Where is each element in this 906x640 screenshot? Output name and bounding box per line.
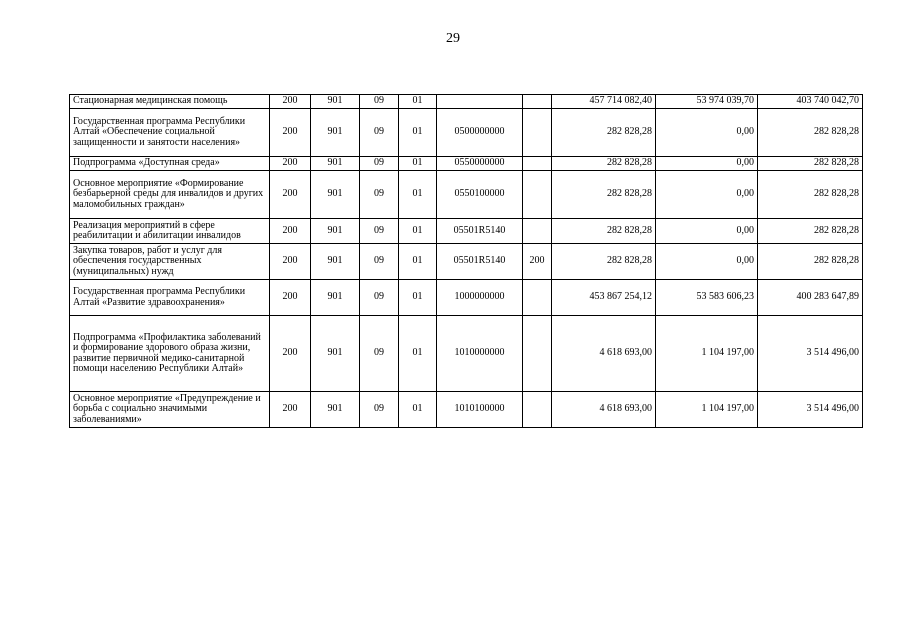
table-row xyxy=(70,95,863,109)
row-name: Основное мероприятие «Предупреждение и борьба с социально значимыми заболеваниями» xyxy=(70,392,270,428)
amount-federal: 0,00 xyxy=(656,171,758,219)
table-row xyxy=(70,157,863,171)
expense-type xyxy=(523,280,552,316)
amount-regional: 282 828,28 xyxy=(758,171,863,219)
target-article: 05501R5140 xyxy=(437,244,523,280)
amount-regional: 282 828,28 xyxy=(758,157,863,171)
code-ministry: 901 xyxy=(311,157,360,171)
code-section: 09 xyxy=(360,244,399,280)
code-subsection: 01 xyxy=(399,95,437,109)
expense-type xyxy=(523,392,552,428)
code-ministry: 901 xyxy=(311,316,360,392)
amount-federal: 53 583 606,23 xyxy=(656,280,758,316)
amount-total: 282 828,28 xyxy=(552,171,656,219)
amount-total: 453 867 254,12 xyxy=(552,280,656,316)
code-ministry: 901 xyxy=(311,280,360,316)
code-subsection: 01 xyxy=(399,109,437,157)
amount-regional: 3 514 496,00 xyxy=(758,392,863,428)
row-name: Стационарная медицинская помощь xyxy=(70,95,270,109)
amount-federal: 1 104 197,00 xyxy=(656,392,758,428)
target-article: 0550000000 xyxy=(437,157,523,171)
row-name: Основное мероприятие «Формирование безбарьерной среды для инвалидов и других маломобильных граждан» xyxy=(70,171,270,219)
code-subsection: 01 xyxy=(399,316,437,392)
target-article: 1000000000 xyxy=(437,280,523,316)
row-name: Закупка товаров, работ и услуг для обеспечения государственных (муниципальных) нужд xyxy=(70,244,270,280)
table-row xyxy=(70,244,863,280)
code-subsection: 01 xyxy=(399,392,437,428)
expense-type xyxy=(523,95,552,109)
table-row xyxy=(70,316,863,392)
row-name: Реализация мероприятий в сфере реабилитации и абилитации инвалидов xyxy=(70,219,270,244)
row-name: Подпрограмма «Доступная среда» xyxy=(70,157,270,171)
amount-total: 4 618 693,00 xyxy=(552,316,656,392)
table-row xyxy=(70,109,863,157)
target-article: 0550100000 xyxy=(437,171,523,219)
code-admin: 200 xyxy=(270,392,311,428)
amount-total: 282 828,28 xyxy=(552,219,656,244)
amount-federal: 0,00 xyxy=(656,219,758,244)
table-row xyxy=(70,219,863,244)
code-section: 09 xyxy=(360,95,399,109)
target-article: 1010100000 xyxy=(437,392,523,428)
amount-federal: 0,00 xyxy=(656,244,758,280)
amount-regional: 3 514 496,00 xyxy=(758,316,863,392)
code-subsection: 01 xyxy=(399,280,437,316)
row-name: Подпрограмма «Профилактика заболеваний и формирование здорового образа жизни, развитие первичной медико-санитарной помощи населению Республики Алтай» xyxy=(70,316,270,392)
code-admin: 200 xyxy=(270,109,311,157)
code-admin: 200 xyxy=(270,157,311,171)
code-subsection: 01 xyxy=(399,244,437,280)
amount-regional: 400 283 647,89 xyxy=(758,280,863,316)
amount-total: 282 828,28 xyxy=(552,157,656,171)
expense-type xyxy=(523,157,552,171)
code-subsection: 01 xyxy=(399,171,437,219)
amount-total: 282 828,28 xyxy=(552,109,656,157)
code-ministry: 901 xyxy=(311,95,360,109)
budget-table xyxy=(69,94,863,428)
table-row xyxy=(70,280,863,316)
code-ministry: 901 xyxy=(311,171,360,219)
code-admin: 200 xyxy=(270,316,311,392)
target-article: 05501R5140 xyxy=(437,219,523,244)
amount-regional: 282 828,28 xyxy=(758,109,863,157)
amount-total: 4 618 693,00 xyxy=(552,392,656,428)
table-row xyxy=(70,171,863,219)
amount-regional: 282 828,28 xyxy=(758,244,863,280)
code-section: 09 xyxy=(360,316,399,392)
expense-type xyxy=(523,109,552,157)
code-ministry: 901 xyxy=(311,219,360,244)
amount-regional: 282 828,28 xyxy=(758,219,863,244)
code-section: 09 xyxy=(360,109,399,157)
code-admin: 200 xyxy=(270,171,311,219)
code-subsection: 01 xyxy=(399,157,437,171)
code-admin: 200 xyxy=(270,280,311,316)
amount-federal: 1 104 197,00 xyxy=(656,316,758,392)
code-section: 09 xyxy=(360,171,399,219)
expense-type xyxy=(523,316,552,392)
expense-type xyxy=(523,219,552,244)
code-admin: 200 xyxy=(270,244,311,280)
expense-type xyxy=(523,171,552,219)
code-admin: 200 xyxy=(270,95,311,109)
code-admin: 200 xyxy=(270,219,311,244)
code-section: 09 xyxy=(360,280,399,316)
code-subsection: 01 xyxy=(399,219,437,244)
amount-regional: 403 740 042,70 xyxy=(758,95,863,109)
amount-total: 457 714 082,40 xyxy=(552,95,656,109)
code-section: 09 xyxy=(360,392,399,428)
code-ministry: 901 xyxy=(311,244,360,280)
row-name: Государственная программа Республики Алтай «Обеспечение социальной защищенности и занятости населения» xyxy=(70,109,270,157)
row-name: Государственная программа Республики Алтай «Развитие здравоохранения» xyxy=(70,280,270,316)
code-section: 09 xyxy=(360,157,399,171)
target-article: 0500000000 xyxy=(437,109,523,157)
amount-federal: 0,00 xyxy=(656,109,758,157)
code-ministry: 901 xyxy=(311,109,360,157)
code-ministry: 901 xyxy=(311,392,360,428)
code-section: 09 xyxy=(360,219,399,244)
expense-type: 200 xyxy=(523,244,552,280)
amount-federal: 53 974 039,70 xyxy=(656,95,758,109)
page-number: 29 xyxy=(446,31,460,46)
target-article xyxy=(437,95,523,109)
table-row xyxy=(70,392,863,428)
target-article: 1010000000 xyxy=(437,316,523,392)
amount-federal: 0,00 xyxy=(656,157,758,171)
amount-total: 282 828,28 xyxy=(552,244,656,280)
